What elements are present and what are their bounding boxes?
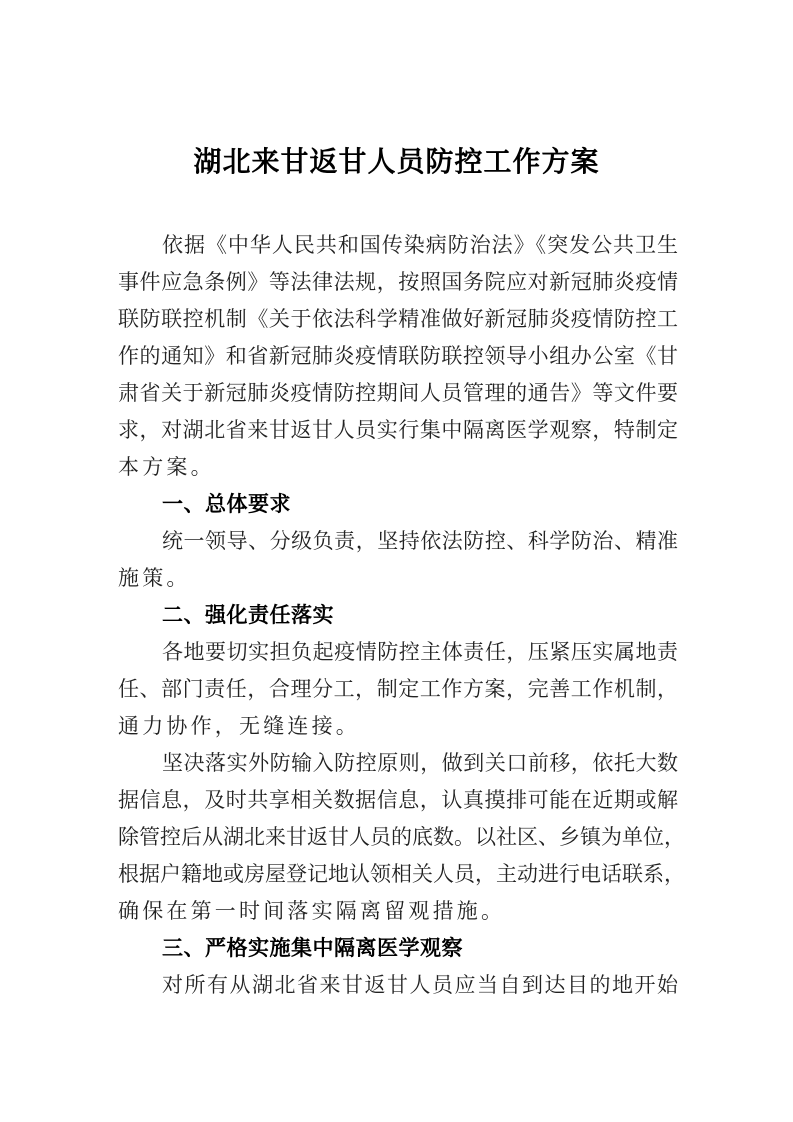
- body-line: 肃省关于新冠肺炎疫情防控期间人员管理的通告》等文件要: [118, 381, 678, 405]
- section-heading-1: 一、总体要求: [162, 492, 291, 516]
- body-line: 任、部门责任，合理分工，制定工作方案，完善工作机制，: [118, 677, 678, 701]
- document-title: 湖北来甘返甘人员防控工作方案: [193, 145, 600, 178]
- body-line: 依据《中华人民共和国传染病防治法》《突发公共卫生: [162, 233, 678, 257]
- body-line: 据信息，及时共享相关数据信息，认真摸排可能在近期或解: [118, 788, 678, 812]
- body-line: 除管控后从湖北来甘返甘人员的底数。以社区、乡镇为单位，: [118, 825, 685, 849]
- body-line: 对所有从湖北省来甘返甘人员应当自到达目的地开始: [162, 973, 678, 997]
- body-line: 根据户籍地或房屋登记地认领相关人员，主动进行电话联系，: [118, 862, 685, 886]
- body-line: 联防联控机制《关于依法科学精准做好新冠肺炎疫情防控工: [118, 307, 678, 331]
- body-line: 确保在第一时间落实隔离留观措施。: [118, 899, 506, 923]
- body-line: 坚决落实外防输入防控原则，做到关口前移，依托大数: [162, 751, 678, 775]
- body-line: 作的通知》和省新冠肺炎疫情联防联控领导小组办公室《甘: [118, 344, 678, 368]
- section-heading-2: 二、强化责任落实: [162, 603, 334, 627]
- body-line: 事件应急条例》等法律法规，按照国务院应对新冠肺炎疫情: [118, 270, 678, 294]
- body-line: 求，对湖北省来甘返甘人员实行集中隔离医学观察，特制定: [118, 418, 678, 442]
- body-line: 施策。: [118, 566, 191, 590]
- body-line: 本方案。: [118, 455, 215, 479]
- body-line: 通力协作，无缝连接。: [118, 714, 360, 738]
- body-line: 统一领导、分级负责，坚持依法防控、科学防治、精准: [162, 529, 678, 553]
- section-heading-3: 三、严格实施集中隔离医学观察: [162, 936, 463, 960]
- body-line: 各地要切实担负起疫情防控主体责任，压紧压实属地责: [162, 640, 678, 664]
